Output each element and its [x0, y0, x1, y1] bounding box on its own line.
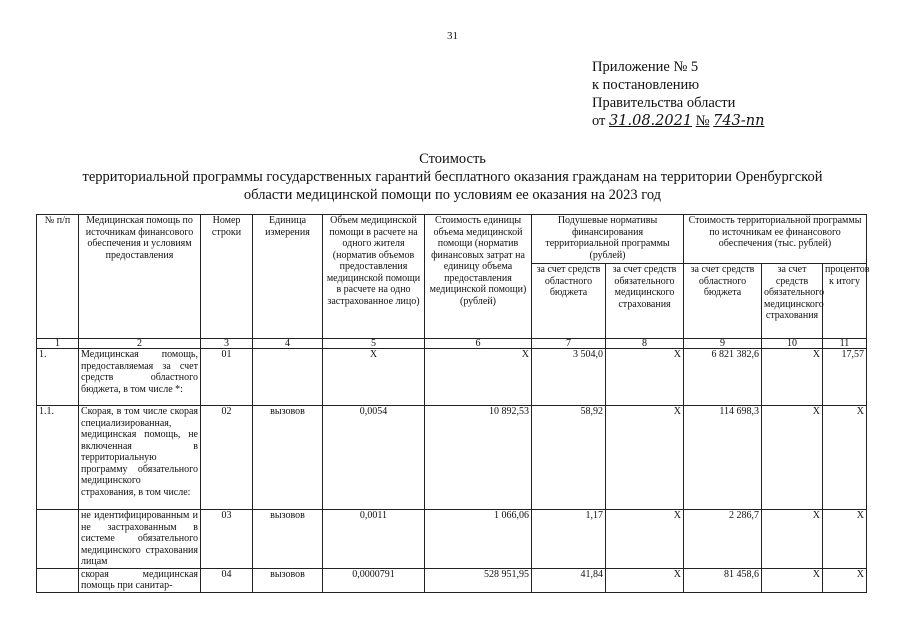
cell-description: скорая медицинская помощь при санитар- — [79, 568, 201, 592]
col-num: 6 — [425, 339, 532, 349]
table-row — [37, 349, 867, 406]
cell-total-oms: Х — [762, 406, 823, 510]
header-unit-cost: Стоимость единицы объема медицинской помощи (норматив финансовых затрат на единицу объема предоставления медицинской помощи) (рублей) — [425, 215, 532, 339]
header-total-budget: за счет средств областного бюджета — [684, 264, 762, 339]
cell-total-budget: 114 698,3 — [684, 406, 762, 510]
header-total-oms: за счет средств обязательного медицинского страхования — [762, 264, 823, 339]
cell-no — [37, 568, 79, 592]
header-pc-budget: за счет средств областного бюджета — [532, 264, 606, 339]
number-prefix: № — [695, 113, 710, 129]
cell-percent: Х — [823, 568, 867, 592]
cell-total-oms: Х — [762, 349, 823, 406]
document-title — [0, 150, 905, 204]
col-num: 7 — [532, 339, 606, 349]
table-row — [37, 406, 867, 510]
cell-unit-cost: Х — [425, 349, 532, 406]
cell-no: 1.1. — [37, 406, 79, 510]
cell-total-budget: 2 286,7 — [684, 510, 762, 569]
cell-pc-oms: Х — [606, 406, 684, 510]
title-line-2: территориальной программы государственных гарантий бесплатного оказания гражданам на территории Оренбургской — [82, 169, 823, 185]
cell-percent: 17,57 — [823, 349, 867, 406]
cell-pc-oms: Х — [606, 349, 684, 406]
header-program-cost: Стоимость территориальной программы по источникам ее финансового обеспечения (тыс. рублей) — [684, 215, 867, 264]
col-num: 11 — [823, 339, 867, 349]
cell-total-oms: Х — [762, 568, 823, 592]
table-row — [37, 568, 867, 592]
cell-pc-oms: Х — [606, 510, 684, 569]
cell-pc-budget: 1,17 — [532, 510, 606, 569]
cell-description: Скорая, в том числе скорая специализированная, медицинская помощь, не включенная в территориальную программу обязательного медицинского страхования, в том числе: — [79, 406, 201, 510]
decree-number: 743-пп — [713, 113, 765, 129]
header-unit: Единица измерения — [253, 215, 323, 339]
cell-line: 04 — [201, 568, 253, 592]
col-num: 8 — [606, 339, 684, 349]
cell-pc-budget: 41,84 — [532, 568, 606, 592]
page-number: 31 — [447, 30, 458, 42]
cell-volume: 0,0011 — [323, 510, 425, 569]
cell-description: Медицинская помощь, предоставляемая за счет средств областного бюджета, в том числе *: — [79, 349, 201, 406]
cell-total-budget: 6 821 382,6 — [684, 349, 762, 406]
col-num: 9 — [684, 339, 762, 349]
header-pc-oms: за счет средств обязательного медицинского страхования — [606, 264, 684, 339]
cell-unit-cost: 10 892,53 — [425, 406, 532, 510]
header-no: № п/п — [37, 215, 79, 339]
cell-unit: вызовов — [253, 510, 323, 569]
header-description: Медицинская помощь по источникам финансового обеспечения и условиям предоставления — [79, 215, 201, 339]
cell-unit-cost: 1 066,06 — [425, 510, 532, 569]
cell-unit: вызовов — [253, 568, 323, 592]
table-row — [37, 510, 867, 569]
header-percent: процентов к итогу — [823, 264, 867, 339]
cell-unit — [253, 349, 323, 406]
cell-percent: Х — [823, 406, 867, 510]
col-num: 1 — [37, 339, 79, 349]
cell-line: 01 — [201, 349, 253, 406]
col-num: 3 — [201, 339, 253, 349]
cell-line: 02 — [201, 406, 253, 510]
header-volume: Объем медицинской помощи в расчете на одного жителя (норматив объемов предоставления медицинской помощи в расчете на одно застрахованное лицо) — [323, 215, 425, 339]
appendix-date-line — [592, 112, 764, 130]
appendix-line-3: Правительства области — [592, 95, 736, 111]
column-number-row — [37, 339, 867, 349]
cell-volume: 0,0054 — [323, 406, 425, 510]
cell-pc-budget: 3 504,0 — [532, 349, 606, 406]
title-line-3: области медицинской помощи по условиям ее оказания на 2023 год — [243, 187, 662, 203]
cell-pc-oms: Х — [606, 568, 684, 592]
appendix-block — [592, 58, 764, 130]
cell-no — [37, 510, 79, 569]
appendix-line-1: Приложение № 5 — [592, 59, 699, 75]
title-line-1: Стоимость — [419, 151, 486, 167]
cell-unit-cost: 528 951,95 — [425, 568, 532, 592]
cell-unit: вызовов — [253, 406, 323, 510]
cell-no: 1. — [37, 349, 79, 406]
col-num: 10 — [762, 339, 823, 349]
col-num: 2 — [79, 339, 201, 349]
header-per-capita: Подушевые нормативы финансирования территориальной программы (рублей) — [532, 215, 684, 264]
cell-pc-budget: 58,92 — [532, 406, 606, 510]
date-prefix: от — [592, 113, 606, 129]
col-num: 5 — [323, 339, 425, 349]
appendix-line-2: к постановлению — [592, 77, 700, 93]
cell-description: не идентифицированным и не застрахованным в системе обязательного медицинского страхования лицам — [79, 510, 201, 569]
cell-volume: 0,0000791 — [323, 568, 425, 592]
cell-total-budget: 81 458,6 — [684, 568, 762, 592]
cell-volume: Х — [323, 349, 425, 406]
cell-percent: Х — [823, 510, 867, 569]
cost-table — [36, 214, 870, 593]
col-num: 4 — [253, 339, 323, 349]
cell-total-oms: Х — [762, 510, 823, 569]
decree-date: 31.08.2021 — [609, 113, 693, 129]
cell-line: 03 — [201, 510, 253, 569]
header-line-number: Номер строки — [201, 215, 253, 339]
